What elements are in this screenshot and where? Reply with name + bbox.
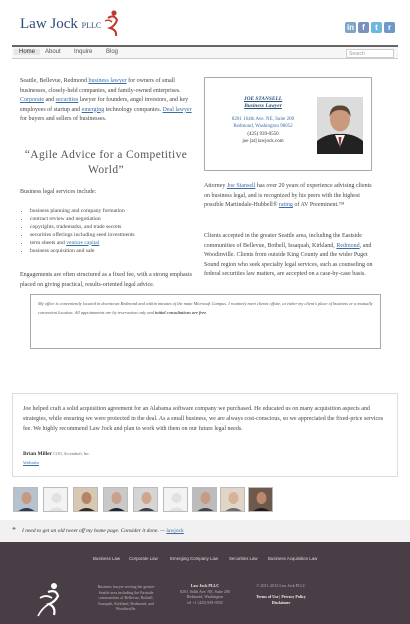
- testimonial: [12, 393, 398, 477]
- nav-item-home[interactable]: Home: [14, 49, 40, 55]
- nav-item-about[interactable]: About: [45, 49, 61, 55]
- facebook-icon[interactable]: f: [358, 22, 369, 33]
- logo-swoosh-icon: [90, 8, 124, 38]
- footer-disclaimer-link[interactable]: Disclaimer: [271, 599, 291, 605]
- footer-privacy-link[interactable]: Privacy Policy: [281, 594, 306, 600]
- link-deal-lawyer[interactable]: Deal lawyer: [162, 106, 192, 113]
- latest-tweet: [0, 520, 410, 542]
- footer-link-business-acquisition-law[interactable]: Business Acquisition Law: [268, 556, 318, 561]
- tagline-quote: “Agile Advice for a Competitive World”: [24, 149, 188, 176]
- bio-paragraph: Attorney Joe Stansell has over 20 years of experience advising clients on business legal, and is recognized by his peers with the highest possible Martindale-Hubbell® rating of AV Preeminent.™: [204, 183, 372, 208]
- office-note: [30, 294, 381, 349]
- link-emerging[interactable]: emerging: [81, 106, 105, 113]
- footer-legal: © 2011–2013 Law Jock PLLC Terms of Use | Privacy Policy Disclaimer: [256, 583, 306, 605]
- link-corporate[interactable]: Corporate: [20, 97, 44, 103]
- services-heading: Business legal services include:: [20, 189, 97, 195]
- client-thumbnail[interactable]: [220, 487, 245, 512]
- office-note-text: My office is conveniently located in downtown Redmond and within minutes of the main Microsoft Campus. I routinely meet clients offsite, at either my client's place of business or a mutually convenient location. All appointments are by reservation only and initial consultations are free.: [38, 301, 373, 315]
- logo-text: Law Jock PLLC: [20, 16, 102, 32]
- client-thumbnail[interactable]: [13, 487, 38, 512]
- linkedin-icon[interactable]: in: [346, 23, 355, 32]
- testimonial-website-link[interactable]: Website: [23, 460, 40, 465]
- services-list: [30, 208, 195, 255]
- client-thumbnail[interactable]: [103, 487, 128, 512]
- list-item: • copyrights, trademarks, and trade secrets: [30, 224, 195, 232]
- footer-link-emerging-company-law[interactable]: Emerging Company Law: [170, 556, 219, 561]
- client-thumbnail[interactable]: [192, 487, 217, 512]
- footer-logo-icon: [36, 582, 64, 618]
- site-logo[interactable]: [20, 12, 120, 34]
- link-securities[interactable]: securities: [55, 97, 79, 103]
- testimonial-author: Brian Miller COO, Accendsoft, Inc.: [23, 451, 90, 457]
- main-nav: [12, 45, 398, 59]
- list-item: • business planning and company formation: [30, 208, 195, 216]
- footer-contact: Law Jock PLLC 8201 164th Ave. NE, Suite 200 Redmond, Washington tel +1 (425) 939-0550: [180, 583, 230, 605]
- footer-link-securities-law[interactable]: Securities Law: [229, 556, 258, 561]
- list-item: • business acquisition and sale: [30, 248, 195, 256]
- search-input[interactable]: Search: [346, 49, 394, 58]
- rss-icon[interactable]: r: [384, 22, 395, 33]
- client-thumbnail[interactable]: [73, 487, 98, 512]
- intro-paragraph: Seattle, Bellevue, Redmond business lawyer for owners of small businesses, closely-held companies, and family-owned enterprises. Corporate and securities lawyer for founders, angel investors, and key employees of startup and emerging technology companies. Deal lawyer for buyers and sellers of businesses.: [20, 78, 192, 122]
- placeholder-thumbnail[interactable]: [43, 487, 68, 512]
- footer-link-business-law[interactable]: Business Law: [93, 556, 121, 561]
- list-item: • securities offerings including seed investments: [30, 232, 195, 240]
- card-name[interactable]: JOE STANSELL Business Lawyer: [243, 96, 283, 109]
- twitter-icon[interactable]: t: [371, 22, 382, 33]
- twitter-bird-icon: ❝: [12, 526, 16, 534]
- card-address: 8201 164th Ave. NE, Suite 200 Redmond, Washington 98052 (425) 939-0550 joe [at] lawjock.com: [231, 117, 295, 145]
- link-business-lawyer[interactable]: business lawyer: [88, 78, 127, 84]
- tweet-handle-link[interactable]: lawjock: [166, 528, 184, 534]
- footer-terms-link[interactable]: Terms of Use: [256, 594, 279, 600]
- site-footer: [0, 542, 410, 624]
- link-redmond[interactable]: Redmond: [336, 242, 360, 249]
- list-item: • term sheets and venture capital: [30, 240, 195, 248]
- link-joe-stansell[interactable]: Joe Stansell: [226, 183, 256, 189]
- nav-item-blog[interactable]: Blog: [106, 49, 119, 55]
- client-thumbnail[interactable]: [133, 487, 158, 512]
- footer-link-corporate-law[interactable]: Corporate Law: [129, 556, 158, 561]
- nav-item-inquire[interactable]: Inquire: [74, 49, 93, 55]
- portrait-image: [317, 97, 363, 154]
- attorney-photo: [317, 97, 363, 154]
- testimonial-quote: Joe helped craft a solid acquisition agreement for an Alabama software company we purchased. He educated us on many acquisition aspects and strategies, while ensuring we were protected in the deal. As a small business, we are always cost-conscious, so we appreciated the fixed-price services fee. We highly recommend Law Jock and plan to work with them on our future legal needs.: [23, 406, 384, 432]
- list-item: • contract review and negotiation: [30, 216, 195, 224]
- engagement-paragraph: Engagements are often structured as a fixed fee, with a strong emphasis placed on giving practical, results-oriented legal advice.: [20, 272, 192, 288]
- contact-card: [204, 77, 372, 171]
- clients-paragraph: Clients accepted in the greater Seattle area, including the Eastside communities of Bellevue, Bothell, Issaquah, Kirkland, Redmond, and Woodinville. Clients from outside King County and the wider Puget Sound region who seek specialty legal services, such as counseling on federal securities law matters, are accepted on a case-by-case basis.: [204, 233, 373, 277]
- link-venture-capital[interactable]: venture capital: [66, 239, 100, 246]
- tweet-text: I need to get an old tweet off my home page. Consider it done. — lawjock: [22, 528, 184, 534]
- footer-about: Business lawyer serving the greater Seattle area including the Eastside communities of Bellevue, Bothell, Issaquah, Kirkland, Redmond, and Woodinville.: [97, 584, 155, 612]
- client-thumbnail[interactable]: [248, 487, 273, 512]
- placeholder-thumbnail[interactable]: [163, 487, 188, 512]
- link-rating[interactable]: rating: [278, 202, 293, 208]
